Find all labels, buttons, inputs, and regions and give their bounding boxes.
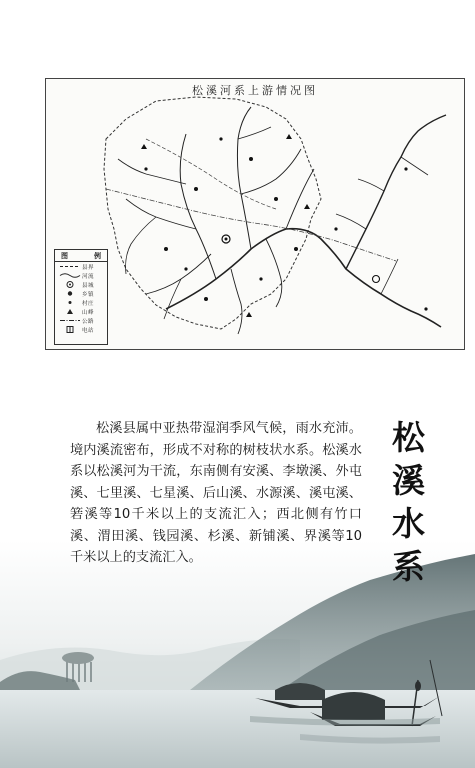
legend-heading-right: 例 — [94, 252, 101, 260]
county-boundary-icon — [58, 262, 82, 271]
legend-item — [55, 307, 107, 316]
legend-item — [55, 262, 107, 271]
legend-label: 山峰 — [82, 309, 95, 316]
legend-label: 河流 — [82, 273, 95, 280]
legend-item — [55, 298, 107, 307]
road-icon — [58, 316, 82, 325]
river-icon — [58, 271, 82, 280]
legend-item — [55, 325, 107, 334]
township-icon — [58, 289, 82, 298]
legend-label: 电站 — [82, 327, 95, 334]
legend-heading — [55, 250, 107, 262]
village-icon — [58, 298, 82, 307]
river-map — [45, 78, 465, 350]
county-seat-icon — [58, 280, 82, 289]
map-legend — [54, 249, 108, 345]
legend-label: 县城 — [82, 282, 95, 289]
article-title: 松溪水系 — [387, 420, 426, 592]
legend-heading-left: 图 — [61, 252, 68, 260]
legend-item — [55, 316, 107, 325]
legend-label: 村庄 — [82, 300, 95, 307]
river-network-drawing — [46, 79, 466, 351]
legend-item — [55, 289, 107, 298]
legend-item — [55, 280, 107, 289]
power-station-icon — [58, 325, 82, 334]
map-title: 松溪河系上游情况图 — [192, 84, 318, 97]
legend-label: 县界 — [82, 264, 95, 271]
legend-item — [55, 271, 107, 280]
mountain-peak-icon — [58, 307, 82, 316]
legend-label: 公路 — [82, 318, 95, 325]
article-body: 松溪县属中亚热带湿润季风气候，雨水充沛。境内溪流密布，形成不对称的树枝状水系。松溪水系以松溪河为干流，东南侧有安溪、李墩溪、外屯溪、七里溪、七星溪、后山溪、水源溪、溪屯溪、箬溪等10千米以上的支流汇入；西北侧有竹口溪、渭田溪、钱园溪、杉溪、新铺溪、界溪等10千米以上的支流汇入。 — [70, 421, 362, 565]
legend-label: 乡镇 — [82, 291, 95, 298]
